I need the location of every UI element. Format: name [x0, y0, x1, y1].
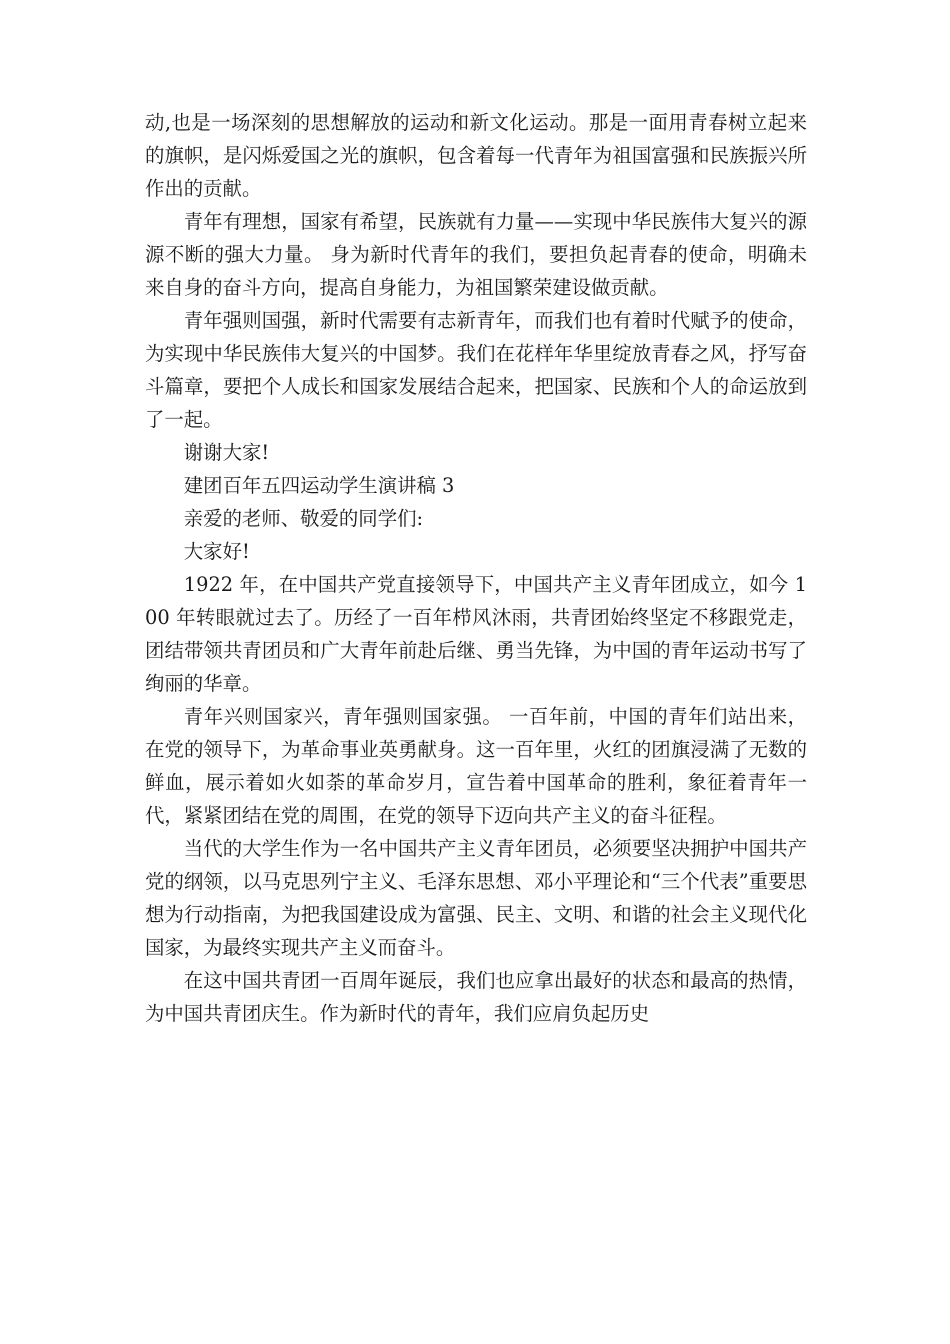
- paragraph-2: 青年有理想，国家有希望，民族就有力量——实现中华民族伟大复兴的源源不断的强大力量。 身为新时代青年的我们，要担负起青春的使命，明确未来自身的奋斗方向，提高自身能力，为祖国繁荣建设做贡献。: [145, 210, 807, 299]
- closing-thanks: 谢谢大家!: [183, 441, 270, 464]
- paragraph-8: 1922 年，在中国共产党直接领导下，中国共产主义青年团成立，如今 100 年转眼就过去了。历经了一百年栉风沐雨，共青团始终坚定不移跟党走，团结带领共青团员和广大青年前赴后继、勇当先锋，为中国的青年运动书写了绚丽的华章。: [145, 573, 807, 695]
- paragraph-10: 当代的大学生作为一名中国共产主义青年团员，必须要坚决拥护中国共产党的纲领，以马克思列宁主义、毛泽东思想、邓小平理论和“三个代表”重要思想为行动指南，为把我国建设成为富强、民主、文明、和谐的社会主义现代化国家，为最终实现共产主义而奋斗。: [145, 837, 807, 959]
- greeting: 大家好!: [183, 540, 250, 563]
- paragraph-3: 青年强则国强，新时代需要有志新青年，而我们也有着时代赋予的使命，为实现中华民族伟大复兴的中国梦。我们在花样年华里绽放青春之风，抒写奋斗篇章，要把个人成长和国家发展结合起来，把国家、民族和个人的命运放到了一起。: [145, 309, 807, 431]
- speech-title: 建团百年五四运动学生演讲稿 3: [183, 474, 455, 497]
- paragraph-1: 动,也是一场深刻的思想解放的运动和新文化运动。那是一面用青春树立起来的旗帜，是闪烁爱国之光的旗帜，包含着每一代青年为祖国富强和民族振兴所作出的贡献。: [145, 111, 807, 200]
- paragraph-11: 在这中国共青团一百周年诞辰，我们也应拿出最好的状态和最高的热情，为中国共青团庆生。作为新时代的青年，我们应肩负起历史: [145, 969, 807, 1025]
- salutation: 亲爱的老师、敬爱的同学们:: [183, 507, 424, 530]
- document-page: [145, 106, 807, 1030]
- paragraph-9: 青年兴则国家兴，青年强则国家强。 一百年前，中国的青年们站出来，在党的领导下，为革命事业英勇献身。这一百年里，火红的团旗浸满了无数的鲜血，展示着如火如荼的革命岁月，宣告着中国革命的胜利，象征着青年一代，紧紧团结在党的周围，在党的领导下迈向共产主义的奋斗征程。: [145, 705, 807, 827]
